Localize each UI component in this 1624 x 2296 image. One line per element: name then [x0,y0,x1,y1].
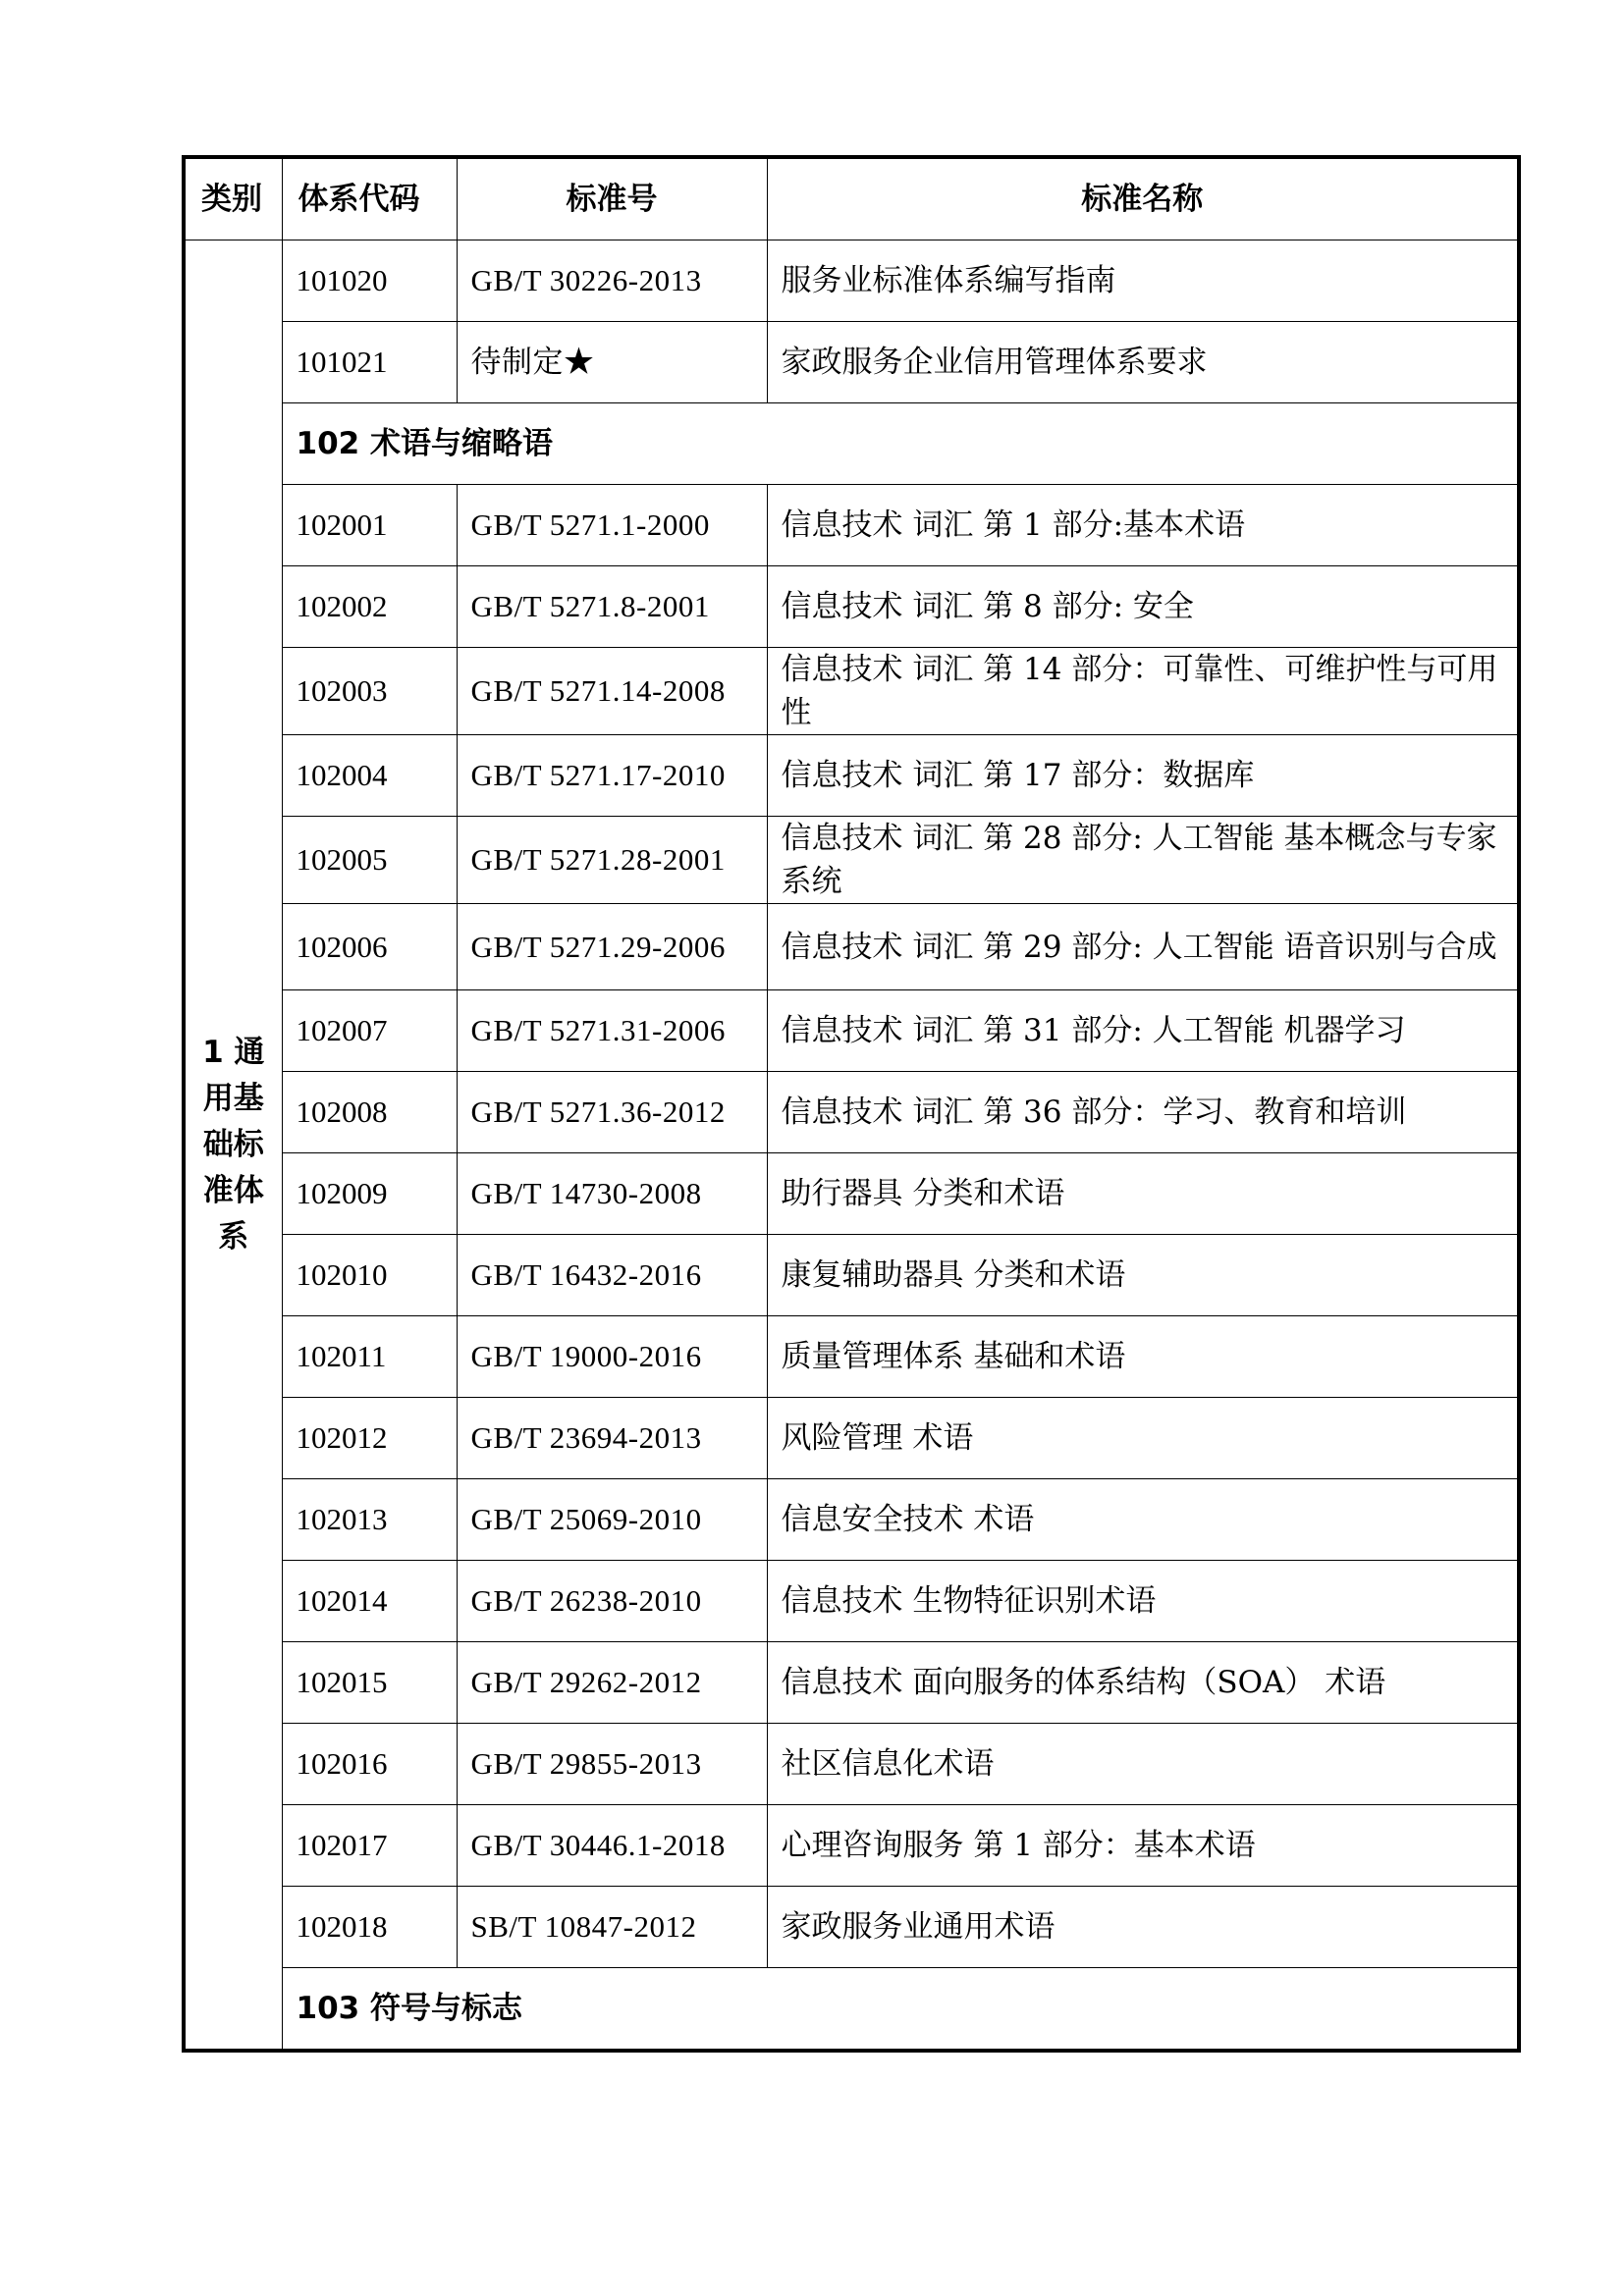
code-cell: 102016 [282,1724,457,1805]
section-row [184,403,1519,485]
table-row [184,566,1519,648]
section-heading-102: 102 术语与缩略语 [282,403,1519,485]
table-row [184,1235,1519,1316]
category-cell [184,240,282,2052]
table-row [184,485,1519,566]
standard-name-cell: 质量管理体系 基础和术语 [767,1316,1519,1398]
standard-number-cell: GB/T 14730-2008 [457,1153,767,1235]
table-row [184,1153,1519,1235]
table-row [184,1398,1519,1479]
table-row [184,648,1519,735]
code-cell: 102013 [282,1479,457,1561]
standard-name-cell: 信息技术 词汇 第 29 部分: 人工智能 语音识别与合成 [767,904,1519,990]
standard-name-cell: 信息技术 词汇 第 14 部分：可靠性、可维护性与可用性 [767,648,1519,735]
standard-name-cell: 信息技术 生物特征识别术语 [767,1561,1519,1642]
code-cell: 102004 [282,735,457,817]
standard-number-cell: GB/T 29262-2012 [457,1642,767,1724]
standards-table [182,155,1521,2053]
header-system-code: 体系代码 [282,157,457,240]
standard-name-cell: 信息技术 词汇 第 28 部分: 人工智能 基本概念与专家系统 [767,817,1519,904]
standard-number-cell: GB/T 5271.31-2006 [457,990,767,1072]
table-row [184,1642,1519,1724]
code-cell: 101021 [282,322,457,403]
code-cell: 102003 [282,648,457,735]
standard-number-cell: GB/T 16432-2016 [457,1235,767,1316]
standard-name-cell: 信息技术 词汇 第 17 部分：数据库 [767,735,1519,817]
code-cell: 102018 [282,1887,457,1968]
standard-number-cell: GB/T 19000-2016 [457,1316,767,1398]
code-cell: 102006 [282,904,457,990]
standard-number-cell: GB/T 5271.29-2006 [457,904,767,990]
table-row [184,322,1519,403]
standard-name-cell: 信息技术 词汇 第 36 部分：学习、教育和培训 [767,1072,1519,1153]
standard-name-cell: 信息技术 词汇 第 8 部分: 安全 [767,566,1519,648]
table-row [184,1072,1519,1153]
section-heading-103: 103 符号与标志 [282,1968,1519,2052]
standard-number-cell: GB/T 30226-2013 [457,240,767,322]
header-category: 类别 [184,157,282,240]
standard-name-cell: 信息技术 词汇 第 1 部分:基本术语 [767,485,1519,566]
code-cell: 102008 [282,1072,457,1153]
standard-number-cell: GB/T 25069-2010 [457,1479,767,1561]
code-cell: 102002 [282,566,457,648]
table-row [184,990,1519,1072]
code-cell: 102014 [282,1561,457,1642]
table-row [184,1805,1519,1887]
standard-name-cell: 信息技术 面向服务的体系结构（SOA） 术语 [767,1642,1519,1724]
standard-name-cell: 信息技术 词汇 第 31 部分: 人工智能 机器学习 [767,990,1519,1072]
standard-name-cell: 风险管理 术语 [767,1398,1519,1479]
code-cell: 102007 [282,990,457,1072]
table-row [184,904,1519,990]
section-row [184,1968,1519,2052]
standard-name-cell: 服务业标准体系编写指南 [767,240,1519,322]
code-cell: 102015 [282,1642,457,1724]
code-cell: 102001 [282,485,457,566]
table-header-row [184,157,1519,240]
standard-name-cell: 心理咨询服务 第 1 部分：基本术语 [767,1805,1519,1887]
standard-number-cell: GB/T 29855-2013 [457,1724,767,1805]
table-row [184,735,1519,817]
standard-number-cell: GB/T 5271.17-2010 [457,735,767,817]
code-cell: 102017 [282,1805,457,1887]
code-cell: 102010 [282,1235,457,1316]
standard-number-cell: GB/T 5271.28-2001 [457,817,767,904]
standard-name-cell: 助行器具 分类和术语 [767,1153,1519,1235]
category-label: 1 通用基础标准体系 [202,1034,265,1255]
code-cell: 102012 [282,1398,457,1479]
code-cell: 102011 [282,1316,457,1398]
standard-name-cell: 家政服务企业信用管理体系要求 [767,322,1519,403]
standard-number-cell: GB/T 5271.36-2012 [457,1072,767,1153]
table-row [184,817,1519,904]
standard-name-cell: 信息安全技术 术语 [767,1479,1519,1561]
standard-number-cell: GB/T 23694-2013 [457,1398,767,1479]
table-row [184,240,1519,322]
standard-name-cell: 康复辅助器具 分类和术语 [767,1235,1519,1316]
standard-number-cell: GB/T 5271.8-2001 [457,566,767,648]
table-row [184,1479,1519,1561]
standard-number-cell: GB/T 5271.14-2008 [457,648,767,735]
standard-number-cell: GB/T 5271.1-2000 [457,485,767,566]
table-row [184,1887,1519,1968]
standard-number-cell: GB/T 26238-2010 [457,1561,767,1642]
header-standard-number: 标准号 [457,157,767,240]
header-standard-name: 标准名称 [767,157,1519,240]
standard-name-cell: 家政服务业通用术语 [767,1887,1519,1968]
table-row [184,1724,1519,1805]
standard-number-cell: SB/T 10847-2012 [457,1887,767,1968]
table-row [184,1316,1519,1398]
standard-number-cell: 待制定★ [457,322,767,403]
code-cell: 102009 [282,1153,457,1235]
table-row [184,1561,1519,1642]
standard-name-cell: 社区信息化术语 [767,1724,1519,1805]
code-cell: 102005 [282,817,457,904]
standard-number-cell: GB/T 30446.1-2018 [457,1805,767,1887]
code-cell: 101020 [282,240,457,322]
